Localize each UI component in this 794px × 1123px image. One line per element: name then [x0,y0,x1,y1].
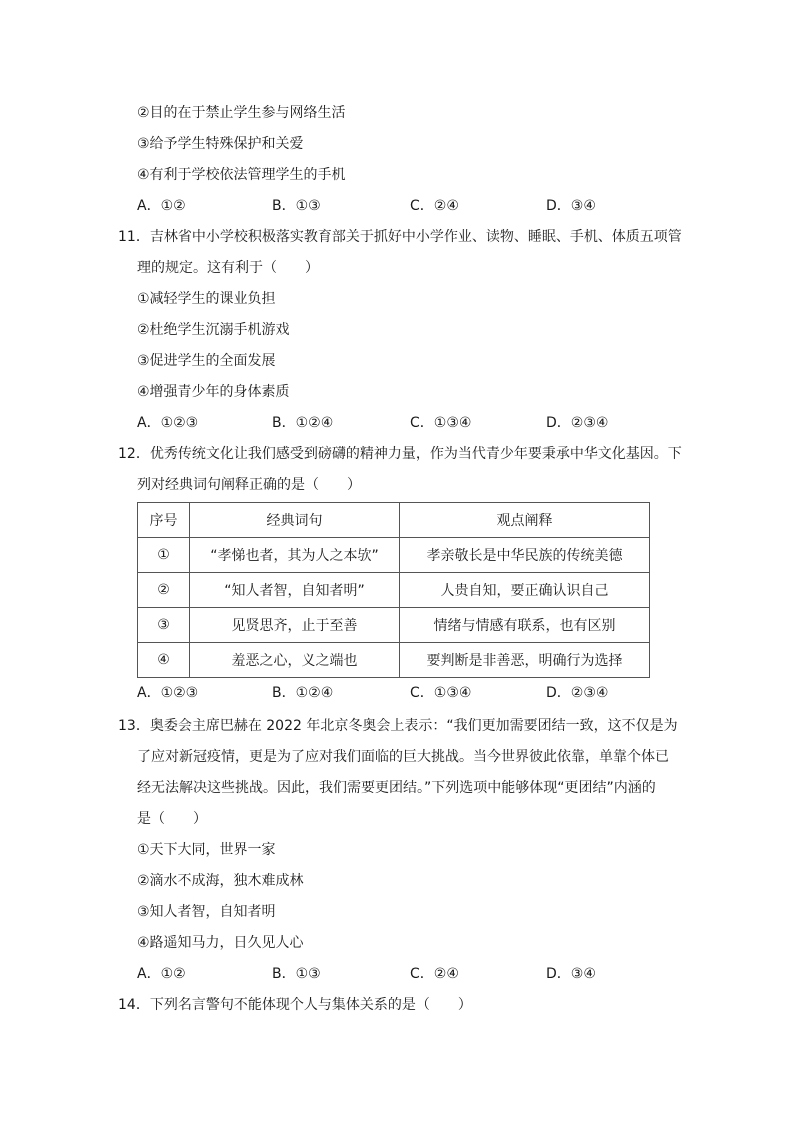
table-cell-explanation: 要判断是非善恶，明确行为选择 [400,643,650,678]
q11-option-c: C．①③④ [410,415,472,431]
q10-option-b: B．①③ [272,198,321,214]
q13-option-b: B．①③ [272,966,321,982]
table-row [138,538,650,573]
q11-stem-line-2: 理的规定。这有利于（ ） [137,260,319,276]
q13-stem-line-3: 经无法解决这些挑战。因此，我们需要更团结。”下列选项中能够体现“更团结”内涵的 [137,780,656,796]
q11-statement-2: ②杜绝学生沉溺手机游戏 [137,322,290,338]
q10-statement-2: ②目的在于禁止学生参与网络生活 [137,105,346,121]
q13-statement-1: ①天下大同，世界一家 [137,842,276,858]
q13-statement-3: ③知人者智，自知者明 [137,904,276,920]
q12-option-d: D．②③④ [546,685,609,701]
q11-option-d: D．②③④ [546,415,609,431]
table-cell-explanation: 孝亲敬长是中华民族的传统美德 [400,538,650,573]
q13-option-a: A．①② [137,966,186,982]
table-cell-index: ④ [138,643,190,678]
q13-statement-4: ④路遥知马力，日久见人心 [137,935,304,951]
q11-stem-line-1: 11．吉林省中小学校积极落实教育部关于抓好中小学作业、读物、睡眠、手机、体质五项管 [118,229,682,245]
q13-stem-line-2: 了应对新冠疫情，更是为了应对我们面临的巨大挑战。当今世界彼此依靠，单靠个体已 [137,749,669,765]
table-header-index: 序号 [138,503,190,538]
q11-option-a: A．①②③ [137,415,199,431]
table-cell-index: ① [138,538,190,573]
q10-option-a: A．①② [137,198,186,214]
q10-option-c: C．②④ [410,198,459,214]
table-cell-quote: “知人者智，自知者明” [190,573,400,608]
q13-statement-2: ②滴水不成海，独木难成林 [137,873,304,889]
q11-statement-4: ④增强青少年的身体素质 [137,384,290,400]
table-header-quote: 经典词句 [190,503,400,538]
table-row [138,643,650,678]
table-cell-quote: “孝悌也者，其为人之本欤” [190,538,400,573]
q12-stem-line-2: 列对经典词句阐释正确的是（ ） [137,477,361,493]
q13-option-c: C．②④ [410,966,459,982]
table-header-explanation: 观点阐释 [400,503,650,538]
q12-option-c: C．①③④ [410,685,472,701]
q10-option-d: D．③④ [546,198,596,214]
table-row [138,573,650,608]
q11-statement-3: ③促进学生的全面发展 [137,353,276,369]
q14-stem-line-1: 14．下列名言警句不能体现个人与集体关系的是（ ） [118,997,472,1013]
table-row [138,608,650,643]
q10-statement-4: ④有利于学校依法管理学生的手机 [137,167,346,183]
q12-stem-line-1: 12．优秀传统文化让我们感受到磅礴的精神力量，作为当代青少年要秉承中华文化基因。下 [118,446,682,462]
table-header-row [138,503,650,538]
q13-option-d: D．③④ [546,966,596,982]
q10-statement-3: ③给予学生特殊保护和关爱 [137,136,304,152]
q11-statement-1: ①减轻学生的课业负担 [137,291,276,307]
table-cell-explanation: 人贵自知，要正确认识自己 [400,573,650,608]
q13-stem-line-4: 是（ ） [137,811,207,827]
q12-option-a: A．①②③ [137,685,199,701]
table-cell-explanation: 情绪与情感有联系，也有区别 [400,608,650,643]
table-cell-index: ② [138,573,190,608]
table-cell-index: ③ [138,608,190,643]
q12-table [137,502,650,678]
table-cell-quote: 羞恶之心，义之端也 [190,643,400,678]
q13-stem-line-1: 13．奥委会主席巴赫在 2022 年北京冬奥会上表示：“我们更加需要团结一致，这不仅是为 [118,718,678,734]
q11-option-b: B．①②④ [272,415,334,431]
table-cell-quote: 见贤思齐，止于至善 [190,608,400,643]
q12-option-b: B．①②④ [272,685,334,701]
